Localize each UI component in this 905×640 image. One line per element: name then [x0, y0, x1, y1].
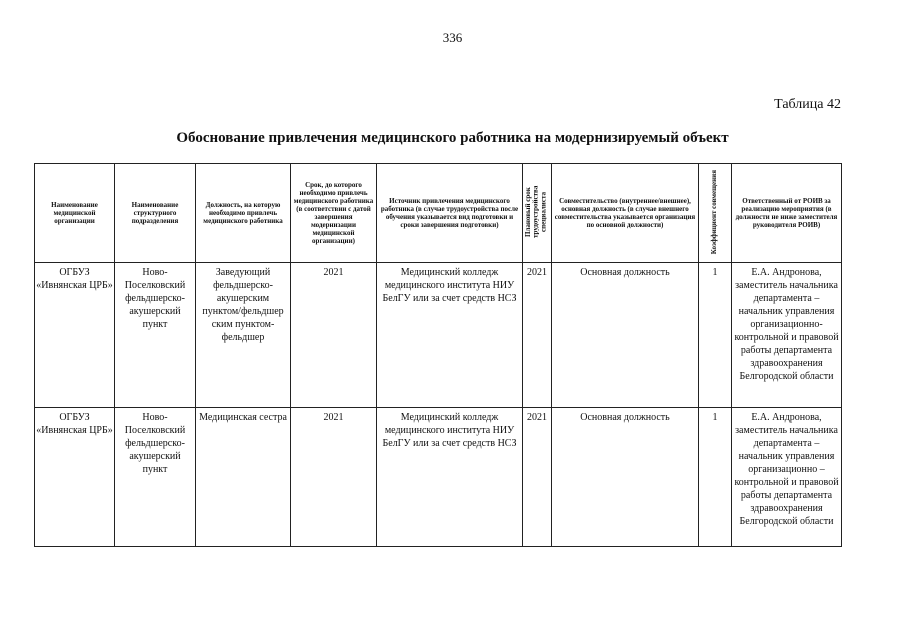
header-organization: Наименование медицинской организации — [35, 164, 115, 263]
cell-organization: ОГБУЗ «Ивнянская ЦРБ» — [35, 408, 115, 547]
header-coefficient — [699, 164, 732, 263]
cell-subdivision: Ново-Поселковский фельдшерско-акушерский пункт — [115, 408, 196, 547]
cell-combination: Основная должность — [552, 408, 699, 547]
header-coefficient-text: Коэффициент совмещения — [710, 169, 719, 255]
cell-deadline: 2021 — [291, 408, 377, 547]
header-planned-term — [523, 164, 552, 263]
cell-combination: Основная должность — [552, 263, 699, 408]
table-row — [35, 263, 842, 408]
header-deadline: Срок, до которого необходимо привлечь медицинского работника (в соответствии с датой завершения модернизации медицинской организации) — [291, 164, 377, 263]
cell-subdivision: Ново-Поселковский фельдшерско-акушерский пункт — [115, 263, 196, 408]
cell-position: Заведующий фельдшерско-акушерским пунктом/фельдшер ским пунктом-фельдшер — [196, 263, 291, 408]
modernization-staff-table — [34, 163, 842, 547]
document-title: Обоснование привлечения медицинского работника на модернизируемый объект — [176, 130, 729, 146]
header-responsible: Ответственный от РОИВ за реализацию мероприятия (в должности не ниже заместителя руководителя РОИВ) — [732, 164, 842, 263]
cell-planned-term: 2021 — [523, 408, 552, 547]
cell-coefficient: 1 — [699, 263, 732, 408]
table-row — [35, 408, 842, 547]
cell-source: Медицинский колледж медицинского института НИУ БелГУ или за счет средств НСЗ — [377, 263, 523, 408]
header-row — [35, 164, 842, 263]
header-subdivision: Наименование структурного подразделения — [115, 164, 196, 263]
cell-source: Медицинский колледж медицинского института НИУ БелГУ или за счет средств НСЗ — [377, 408, 523, 547]
header-position: Должность, на которую необходимо привлечь медицинского работника — [196, 164, 291, 263]
table-label: Таблица 42 — [774, 97, 841, 112]
cell-planned-term: 2021 — [523, 263, 552, 408]
header-planned-term-text: Плановый срок трудоустройства специалиста — [524, 185, 548, 239]
cell-organization: ОГБУЗ «Ивнянская ЦРБ» — [35, 263, 115, 408]
cell-deadline: 2021 — [291, 263, 377, 408]
header-combination: Совместительство (внутреннее/внешнее), основная должность (в случае внешнего совместительства указывается организация по основной должности) — [552, 164, 699, 263]
page-number: 336 — [442, 30, 463, 45]
cell-responsible: Е.А. Андронова, заместитель начальника департамента – начальник управления организационно – контрольной и правовой работы департамента здравоохранения Белгородской области — [732, 408, 842, 547]
header-source: Источник привлечения медицинского работника (в случае трудоустройства после обучения указывается вид подготовки и сроки завершения подготовки) — [377, 164, 523, 263]
cell-position: Медицинская сестра — [196, 408, 291, 547]
cell-coefficient: 1 — [699, 408, 732, 547]
cell-responsible: Е.А. Андронова, заместитель начальника департамента – начальник управления организационно-контрольной и правовой работы департамента здравоохранения Белгородской области — [732, 263, 842, 408]
